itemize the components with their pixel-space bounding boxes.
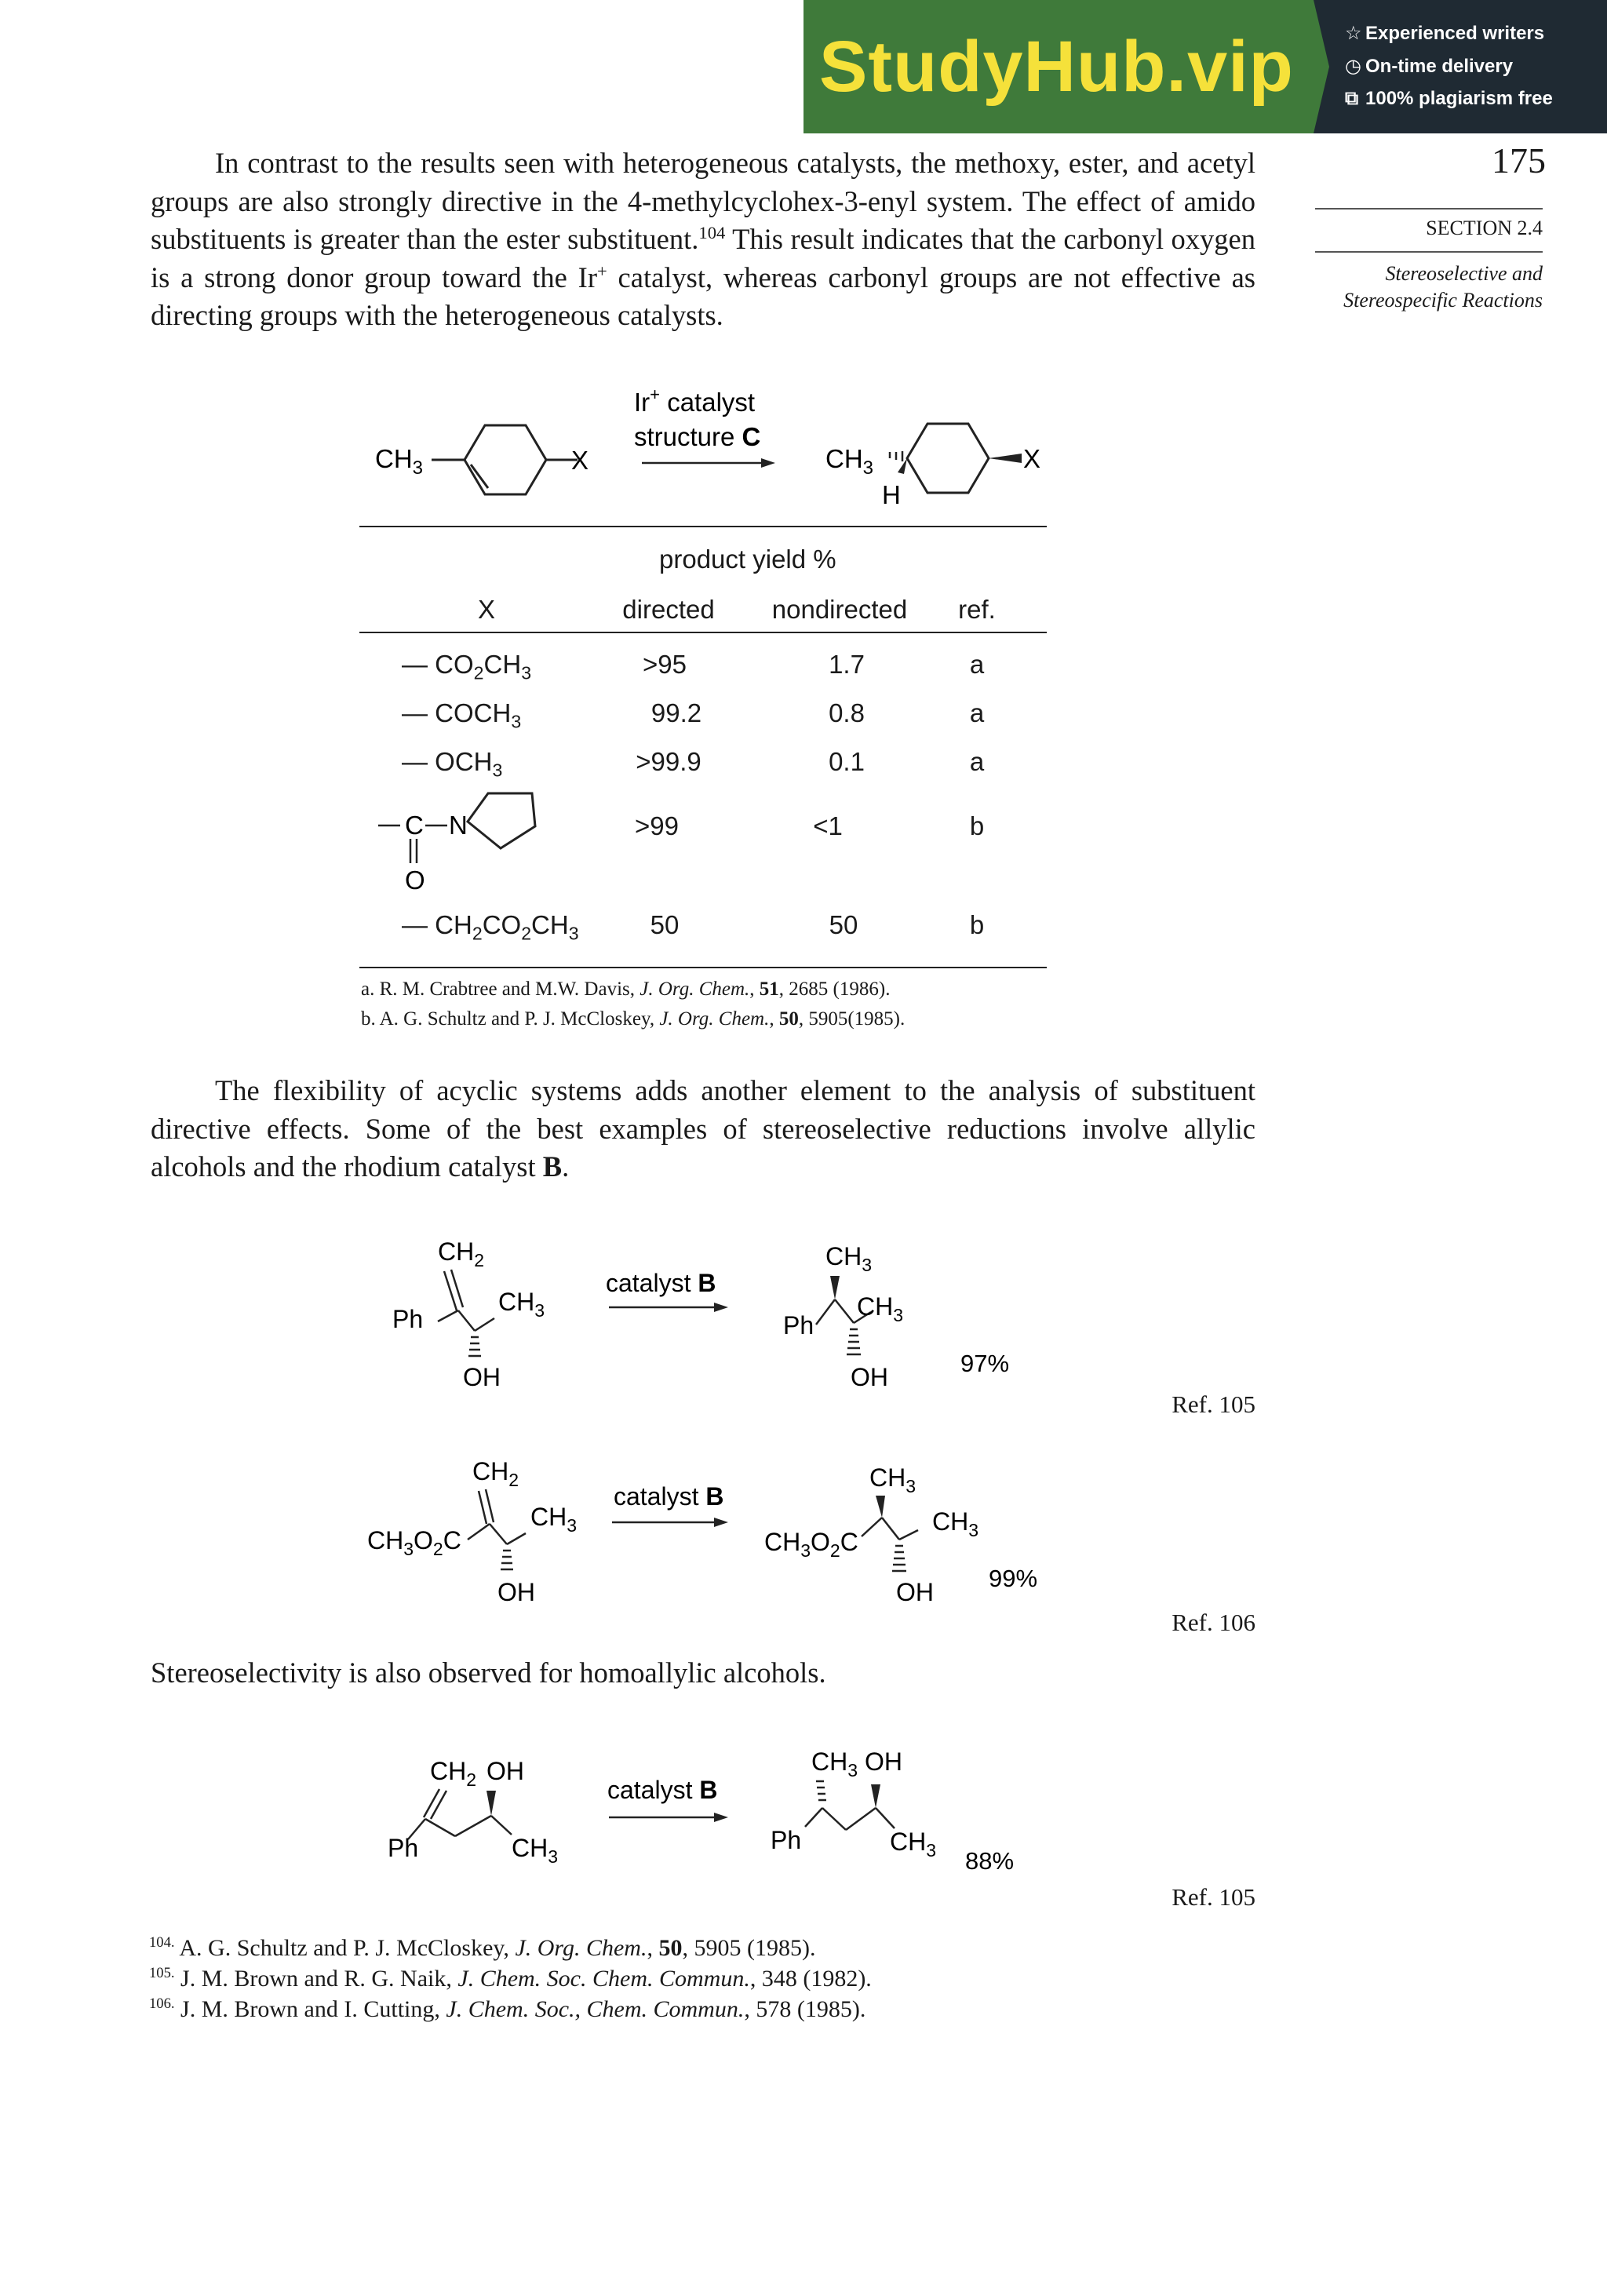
ch3-label: $CH_3$ [530, 1503, 578, 1536]
oh-label: OH [463, 1363, 501, 1389]
product-ph-label: Ph [771, 1826, 802, 1854]
advert-banner[interactable] [804, 0, 1607, 133]
banner-chevron [1298, 0, 1329, 133]
ch3-label: $CH_3$ [512, 1834, 559, 1867]
row-label-pyrrolidine-amide [369, 781, 549, 902]
oh-label: OH [486, 1757, 524, 1785]
table-group-header: product yield % [659, 545, 836, 574]
perk-text: 100% plagiarism free [1365, 88, 1553, 109]
footnote-104: $^{104.}$ A. G. Schultz and P. J. McCloskey, J. Org. Chem., 50, 5905 (1985). [149, 1934, 816, 1961]
perk-text: On-time delivery [1365, 56, 1514, 77]
star-icon: ☆ [1345, 23, 1362, 44]
row-label-co2ch3: — $CO_2CH_3$ [402, 650, 532, 683]
hashed-bond [501, 1551, 513, 1569]
wedge-bond [871, 1784, 880, 1808]
product-ch3-label: $CH_3$ [825, 444, 874, 479]
product-ch3-top: $CH_3$ [811, 1748, 858, 1780]
reaction-arrow [642, 458, 775, 468]
reaction-allylic-alcohol-1 [377, 1232, 1051, 1389]
text-run: In contrast to the results seen with heterogeneous catalysts, the methoxy, ester, and acetyl groups are also strongly directive in the 4-methylcyclohex-3-enyl system. The effect of amido substituents is greater than the ester substituent. [151, 147, 1255, 255]
product-methyl-ester-label: $CH_3O_2C$ [764, 1528, 858, 1561]
product-oh-label: OH [896, 1578, 934, 1606]
section-title [1315, 261, 1543, 314]
wedge-bond [989, 454, 1022, 463]
reactant-x-label: X [571, 446, 589, 475]
ph-label: Ph [392, 1305, 424, 1333]
scheme-ir-hydrogenation [345, 377, 1067, 526]
wedge-bond [876, 1496, 885, 1518]
ch2-label: $CH_2$ [438, 1237, 485, 1270]
table-cell-nondirected: 50 [829, 910, 858, 939]
table-cell-directed: 99.2 [650, 698, 702, 727]
section-title-line: Stereospecific Reactions [1343, 289, 1543, 312]
ch3-label: $CH_3$ [498, 1288, 545, 1321]
hashed-bond [847, 1329, 861, 1354]
table-top-rule [359, 526, 1047, 527]
clock-icon: ◷ [1345, 56, 1361, 77]
reaction-allylic-alcohol-2 [361, 1452, 1051, 1609]
col-header-directed: directed [622, 595, 715, 624]
table-cell-nondirected: 0.8 [829, 698, 865, 727]
table-cell-nondirected: 0.1 [829, 747, 865, 776]
reference-label: Ref. 105 [1172, 1883, 1255, 1911]
hashed-bond [892, 1546, 906, 1571]
ch2-label: $CH_2$ [430, 1757, 477, 1790]
wedge-bond [830, 1276, 840, 1299]
bold-run: B [542, 1150, 563, 1183]
footnote-105: $^{105.}$ J. M. Brown and R. G. Naik, J. Chem. Soc. Chem. Commun., 348 (1982). [149, 1965, 872, 1992]
product-ch3-right: $CH_3$ [857, 1292, 904, 1325]
arrow-head [714, 1813, 728, 1822]
catalyst-label: catalyst B [607, 1776, 718, 1804]
hashed-bond [816, 1781, 826, 1800]
catalyst-label: catalyst B [614, 1482, 724, 1511]
carbon-label: C [405, 811, 424, 840]
catalyst-label: catalyst B [606, 1269, 716, 1297]
superscript: + [596, 261, 607, 281]
footnote-ref: 104 [698, 222, 726, 242]
hashed-bond [890, 451, 902, 461]
oh-label: OH [497, 1578, 535, 1606]
col-header-nondirected: nondirected [771, 595, 908, 624]
table-cell-directed: >95 [643, 650, 687, 679]
row-label-coch3: — $COCH_3$ [402, 698, 522, 732]
product-oh-label: OH [865, 1748, 902, 1776]
body-paragraph-1 [151, 144, 1255, 335]
nitrogen-label: N [449, 811, 468, 840]
pyrrolidine-ring [468, 793, 535, 848]
catalyst-label: Ir+ catalyst [634, 384, 756, 417]
table-reference-b: b. A. G. Schultz and P. J. McCloskey, J. Org. Chem., 50, 5905(1985). [361, 1008, 906, 1030]
brand-logo[interactable]: StudyHub.vip [819, 27, 1294, 107]
product-h-label: H [882, 480, 901, 509]
product-ch3-right: $CH_3$ [890, 1828, 937, 1860]
col-header-x: X [477, 595, 495, 624]
table-cell-ref: a [969, 650, 985, 679]
methyl-ester-label: $CH_3O_2C$ [367, 1526, 461, 1559]
text-run: The flexibility of acyclic systems adds another element to the analysis of substituent directive effects. Some of the best examples of stereoselective reductions involve allylic alcohols and the rhodium catalyst [151, 1074, 1255, 1183]
section-label: SECTION 2.4 [1426, 217, 1543, 239]
table-cell-ref: a [969, 698, 985, 727]
table-cell-ref: a [969, 747, 985, 776]
reaction-homoallylic-alcohol [377, 1742, 1051, 1875]
product-ch3-right: $CH_3$ [932, 1507, 979, 1540]
text-run: . [562, 1150, 570, 1183]
divider [1315, 208, 1543, 210]
section-title-line: Stereoselective and [1385, 262, 1543, 285]
cyclohexene-ring [432, 425, 578, 494]
text-run: catalyst, whereas carbonyl groups are not effective as directing groups with the heterogeneous catalysts. [151, 261, 1255, 331]
table-cell-ref: b [969, 910, 985, 939]
reference-label: Ref. 106 [1172, 1609, 1255, 1636]
catalyst-structure-label: structure C [634, 422, 761, 451]
arrow-head [714, 1303, 728, 1312]
arrow-head [714, 1518, 728, 1527]
text-run: This result indicates that the carbonyl oxygen is a strong donor group toward the Ir [151, 223, 1255, 293]
oxygen-label: O [405, 866, 425, 895]
product-oh-label: OH [851, 1363, 888, 1389]
col-header-ref: ref. [958, 595, 996, 624]
footnote-106: $^{106.}$ J. M. Brown and I. Cutting, J. Chem. Soc., Chem. Commun., 578 (1985). [149, 1995, 866, 2022]
reactant-ch3-label: $CH_3$ [375, 444, 424, 479]
table-cell-directed: 50 [650, 910, 680, 939]
row-label-och3: — $OCH_3$ [402, 747, 503, 781]
yield-label: 88% [965, 1847, 1015, 1875]
product-x-label: X [1023, 444, 1041, 473]
yield-label: 97% [960, 1350, 1010, 1377]
yield-label: 99% [989, 1565, 1038, 1592]
perk-text: Experienced writers [1365, 23, 1545, 44]
table-cell-nondirected: <1 [813, 811, 843, 840]
divider [1315, 251, 1543, 253]
table-reference-a: a. R. M. Crabtree and M.W. Davis, J. Org. Chem., 51, 2685 (1986). [361, 979, 891, 1000]
ch2-label: $CH_2$ [472, 1457, 519, 1490]
table-cell-ref: b [969, 811, 985, 840]
product-ch3-top: $CH_3$ [825, 1242, 873, 1275]
perk-plagiarism-free [1345, 88, 1553, 110]
table-header-rule [359, 632, 1047, 633]
product-ph-label: Ph [783, 1311, 814, 1339]
reference-label: Ref. 105 [1172, 1390, 1255, 1418]
perk-on-time-delivery [1345, 55, 1513, 78]
body-paragraph-2 [151, 1072, 1255, 1186]
hashed-bond [468, 1337, 481, 1356]
table-cell-directed: >99.9 [636, 747, 701, 776]
cyclohexane-ring [907, 424, 989, 493]
page-number: 175 [1492, 140, 1546, 180]
body-paragraph-3: Stereoselectivity is also observed for homoallylic alcohols. [151, 1656, 826, 1689]
wedge-bond [486, 1791, 496, 1816]
perk-experienced-writers [1345, 22, 1544, 45]
table-bottom-rule [359, 967, 1047, 968]
ph-label: Ph [388, 1834, 419, 1862]
table-cell-nondirected: 1.7 [829, 650, 865, 679]
copy-icon: ⧉ [1345, 88, 1359, 109]
product-ch3-top: $CH_3$ [869, 1463, 916, 1496]
row-label-ch2co2ch3: — $CH_2CO_2CH_3$ [402, 910, 579, 944]
table-cell-directed: >99 [635, 811, 679, 840]
